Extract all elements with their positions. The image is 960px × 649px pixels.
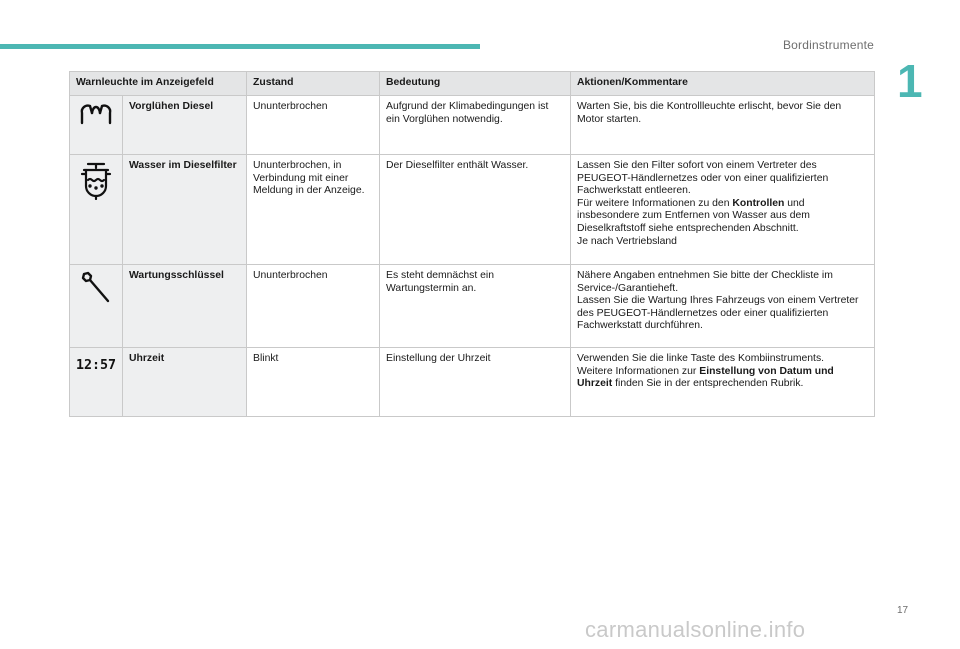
water-in-diesel-icon xyxy=(79,160,113,200)
clock-display-icon xyxy=(76,353,116,375)
table-header-row xyxy=(70,72,875,96)
light-meaning: Einstellung der Uhrzeit xyxy=(380,348,571,417)
light-state: Ununterbrochen xyxy=(247,265,380,348)
wrench-icon xyxy=(80,270,112,304)
column-header-actions: Aktionen/Kommentare xyxy=(571,72,875,96)
action-text: Für weitere Informationen zu den xyxy=(577,197,733,209)
table-row xyxy=(70,348,875,417)
light-state: Ununterbrochen, in Verbindung mit einer Meldung in der Anzeige. xyxy=(247,155,380,265)
action-text: Warten Sie, bis die Kontrollleuchte erlischt, bevor Sie den Motor starten. xyxy=(577,101,842,125)
action-text: Verwenden Sie die linke Taste des Kombiinstruments. xyxy=(577,353,825,364)
column-header-state: Zustand xyxy=(247,72,380,96)
light-action xyxy=(571,96,875,155)
light-action xyxy=(571,155,875,265)
light-meaning: Es steht demnächst ein Wartungstermin an. xyxy=(380,265,571,348)
light-meaning: Aufgrund der Klimabedingungen ist ein Vorglühen notwendig. xyxy=(380,96,571,155)
light-action xyxy=(571,348,875,417)
svg-text:12:57: 12:57 xyxy=(76,358,116,373)
header-accent-bar xyxy=(0,44,480,49)
light-name: Vorglühen Diesel xyxy=(123,96,247,155)
light-state: Blinkt xyxy=(247,348,380,417)
action-text: Weitere Informationen zur xyxy=(577,365,700,377)
action-text: Nähere Angaben entnehmen Sie bitte der Checkliste im Service-/Garantieheft. xyxy=(577,270,833,294)
column-header-meaning: Bedeutung xyxy=(380,72,571,96)
glow-plug-icon xyxy=(78,101,114,125)
light-meaning: Der Dieselfilter enthält Wasser. xyxy=(380,155,571,265)
table-row xyxy=(70,96,875,155)
light-name: Uhrzeit xyxy=(123,348,247,417)
action-text: Einstellung von Datum und Uhrzeit xyxy=(577,365,834,390)
action-text: Je nach Vertriebsland xyxy=(577,235,677,247)
light-action xyxy=(571,265,875,348)
action-text: und insbesondere zum Entfernen von Wasser aus dem Dieselkraftstoff siehe entsprechenden Abschnitt. xyxy=(577,197,810,234)
action-text: Lassen Sie die Wartung Ihres Fahrzeugs von einem Vertreter des PEUGEOT-Händlernetzes oder einer qualifizierten Fachwerkstatt durchführen. xyxy=(577,295,859,332)
page-number: 17 xyxy=(897,605,909,616)
light-name: Wartungsschlüssel xyxy=(123,265,247,348)
column-header-warning-light: Warnleuchte im Anzeigefeld xyxy=(70,72,247,96)
chapter-title: Bordinstrumente xyxy=(782,38,874,52)
action-text: finden Sie in der entsprechenden Rubrik. xyxy=(612,378,804,390)
action-text: Lassen Sie den Filter sofort von einem Vertreter des PEUGEOT-Händlernetzes oder von einer qualifizierten Fachwerkstatt entleeren. xyxy=(577,160,829,197)
light-state: Ununterbrochen xyxy=(247,96,380,155)
table-row xyxy=(70,265,875,348)
watermark: carmanualsonline.info xyxy=(585,617,806,642)
table-row xyxy=(70,155,875,265)
chapter-number: 1 xyxy=(897,55,923,107)
light-name: Wasser im Dieselfilter xyxy=(123,155,247,265)
warning-lights-table xyxy=(69,71,875,417)
action-text: Kontrollen xyxy=(732,197,785,209)
